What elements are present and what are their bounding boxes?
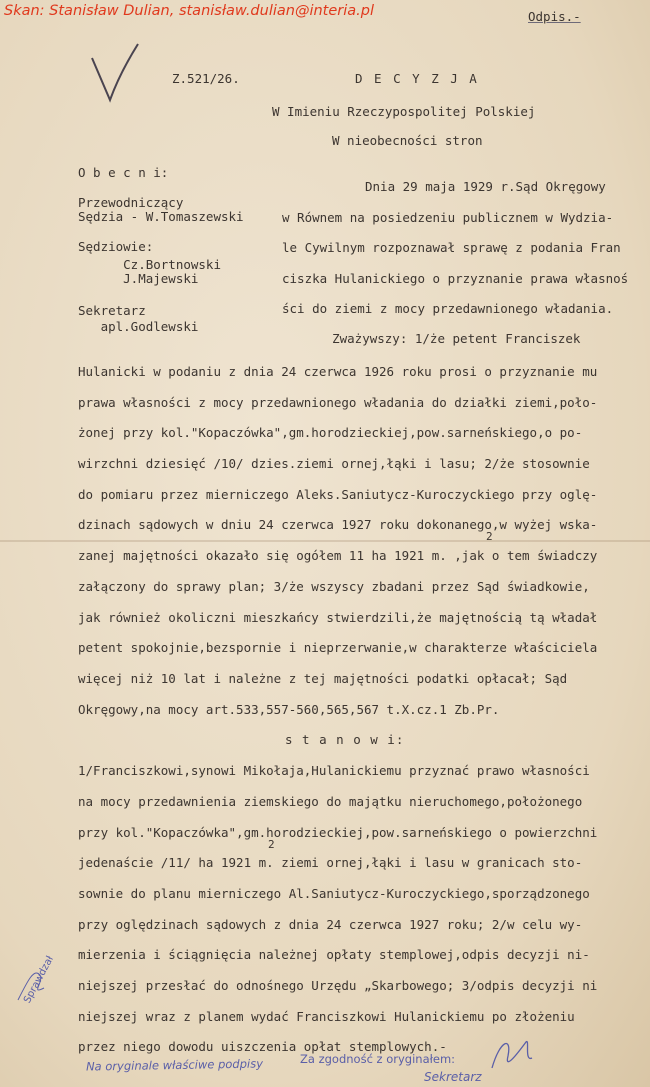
header-line-2: W nieobecności stron <box>332 133 483 148</box>
decision-line: 1/Franciszkowi,synowi Mikołaja,Hulanickiemu przyznać prawo własności <box>78 763 590 778</box>
present-heading: O b e c n i: <box>78 165 169 180</box>
body-line: więcej niż 10 lat i należne z tej majętności podatki opłacał; Sąd <box>78 671 568 686</box>
body-line: petent spokojnie,bezspornie i nieprzerwanie,w charakterze właściciela <box>78 640 598 655</box>
decision-line: mierzenia i ściągnięcia należnej opłaty stemplowej,odpis decyzji ni- <box>78 947 590 962</box>
body-line: Okręgowy,na mocy art.533,557-560,565,567 t.X.cz.1 Zb.Pr. <box>78 702 500 717</box>
body-line: do pomiaru przez mierniczego Aleks.Saniutycz-Kuroczyckiego przy oglę- <box>78 487 598 502</box>
present-line: Sędziowie: <box>78 239 154 254</box>
body-line: żonej przy kol."Kopaczówka",gm.horodzieckiej,pow.sarneńskiego,o po- <box>78 425 583 440</box>
original-signatures-stamp: Na oryginale właściwe podpisy <box>85 1056 264 1074</box>
conformity-stamp: Za zgodność z oryginałem: <box>300 1052 456 1066</box>
intro-line: le Cywilnym rozpoznawał sprawę z podania Fran <box>282 240 621 255</box>
decision-line: niejszej wraz z planem wydać Franciszkowi Hulanickiemu po złożeniu <box>78 1009 575 1024</box>
superscript: 2 <box>486 530 493 543</box>
decides-heading: s t a n o w i: <box>285 732 405 747</box>
present-line: J.Majewski <box>78 271 199 286</box>
present-line: Przewodniczący <box>78 195 184 210</box>
body-line: wirzchni dziesięć /10/ dzies.ziemi ornej,łąki i lasu; 2/że stosownie <box>78 456 590 471</box>
present-line: Cz.Bortnowski <box>78 257 221 272</box>
decision-line: sownie do planu mierniczego Al.Saniutycz-Kuroczyckiego,sporządzonego <box>78 886 590 901</box>
present-line: apl.Godlewski <box>78 319 199 334</box>
present-line: Sekretarz <box>78 303 146 318</box>
body-line: dzinach sądowych w dniu 24 czerwca 1927 roku dokonanego,w wyżej wska- <box>78 517 598 532</box>
body-line: Zważywszy: 1/że petent Franciszek <box>302 331 581 346</box>
case-number: Z.521/26. <box>172 71 240 86</box>
decision-line: przez niego dowodu uiszczenia opłat stemplowych.- <box>78 1039 447 1054</box>
header-line-1: W Imieniu Rzeczypospolitej Polskiej <box>272 104 536 119</box>
copy-label: Odpis.- <box>528 9 581 24</box>
present-line: Sędzia - W.Tomaszewski <box>78 209 244 224</box>
decision-title: D E C Y Z J A <box>355 71 479 86</box>
decision-line: przy kol."Kopaczówka",gm.horodzieckiej,pow.sarneńskiego o powierzchni <box>78 825 598 840</box>
superscript: 2 <box>268 838 275 851</box>
body-line: załączony do sprawy plan; 3/że wszyscy zbadani przez Sąd świadkowie, <box>78 579 590 594</box>
intro-line: ści do ziemi z mocy przedawnionego władania. <box>282 301 614 316</box>
intro-line: w Równem na posiedzeniu publicznem w Wydzia- <box>282 210 614 225</box>
body-line: jak również okoliczni mieszkańcy stwierdzili,że majętnością tą władał <box>78 610 598 625</box>
body-line: prawa własności z mocy przedawnionego władania do działki ziemi,poło- <box>78 395 598 410</box>
body-line: Hulanicki w podaniu z dnia 24 czerwca 1926 roku prosi o przyznanie mu <box>78 364 598 379</box>
intro-line: ciszka Hulanickiego o przyznanie prawa własnoś <box>282 271 629 286</box>
body-line: zanej majętności okazało się ogółem 11 ha 1921 m. ,jak o tem świadczy <box>78 548 598 563</box>
decision-line: niejszej przesłać do odnośnego Urzędu „Skarbowego; 3/odpis decyzji ni <box>78 978 598 993</box>
secretary-stamp: Sekretarz <box>424 1070 482 1084</box>
left-stamp: Sprawdzał <box>22 954 56 1006</box>
decision-line: przy oględzinach sądowych z dnia 24 czerwca 1927 roku; 2/w celu wy- <box>78 917 583 932</box>
scan-credit: Skan: Stanisław Dulian, stanisław.dulian@interia.pl <box>4 3 374 19</box>
intro-line: Dnia 29 maja 1929 r.Sąd Okręgowy <box>365 179 606 194</box>
decision-line: na mocy przedawnienia ziemskiego do majątku nieruchomego,położonego <box>78 794 583 809</box>
decision-line: jedenaście /11/ ha 1921 m. ziemi ornej,łąki i lasu w granicach sto- <box>78 855 583 870</box>
